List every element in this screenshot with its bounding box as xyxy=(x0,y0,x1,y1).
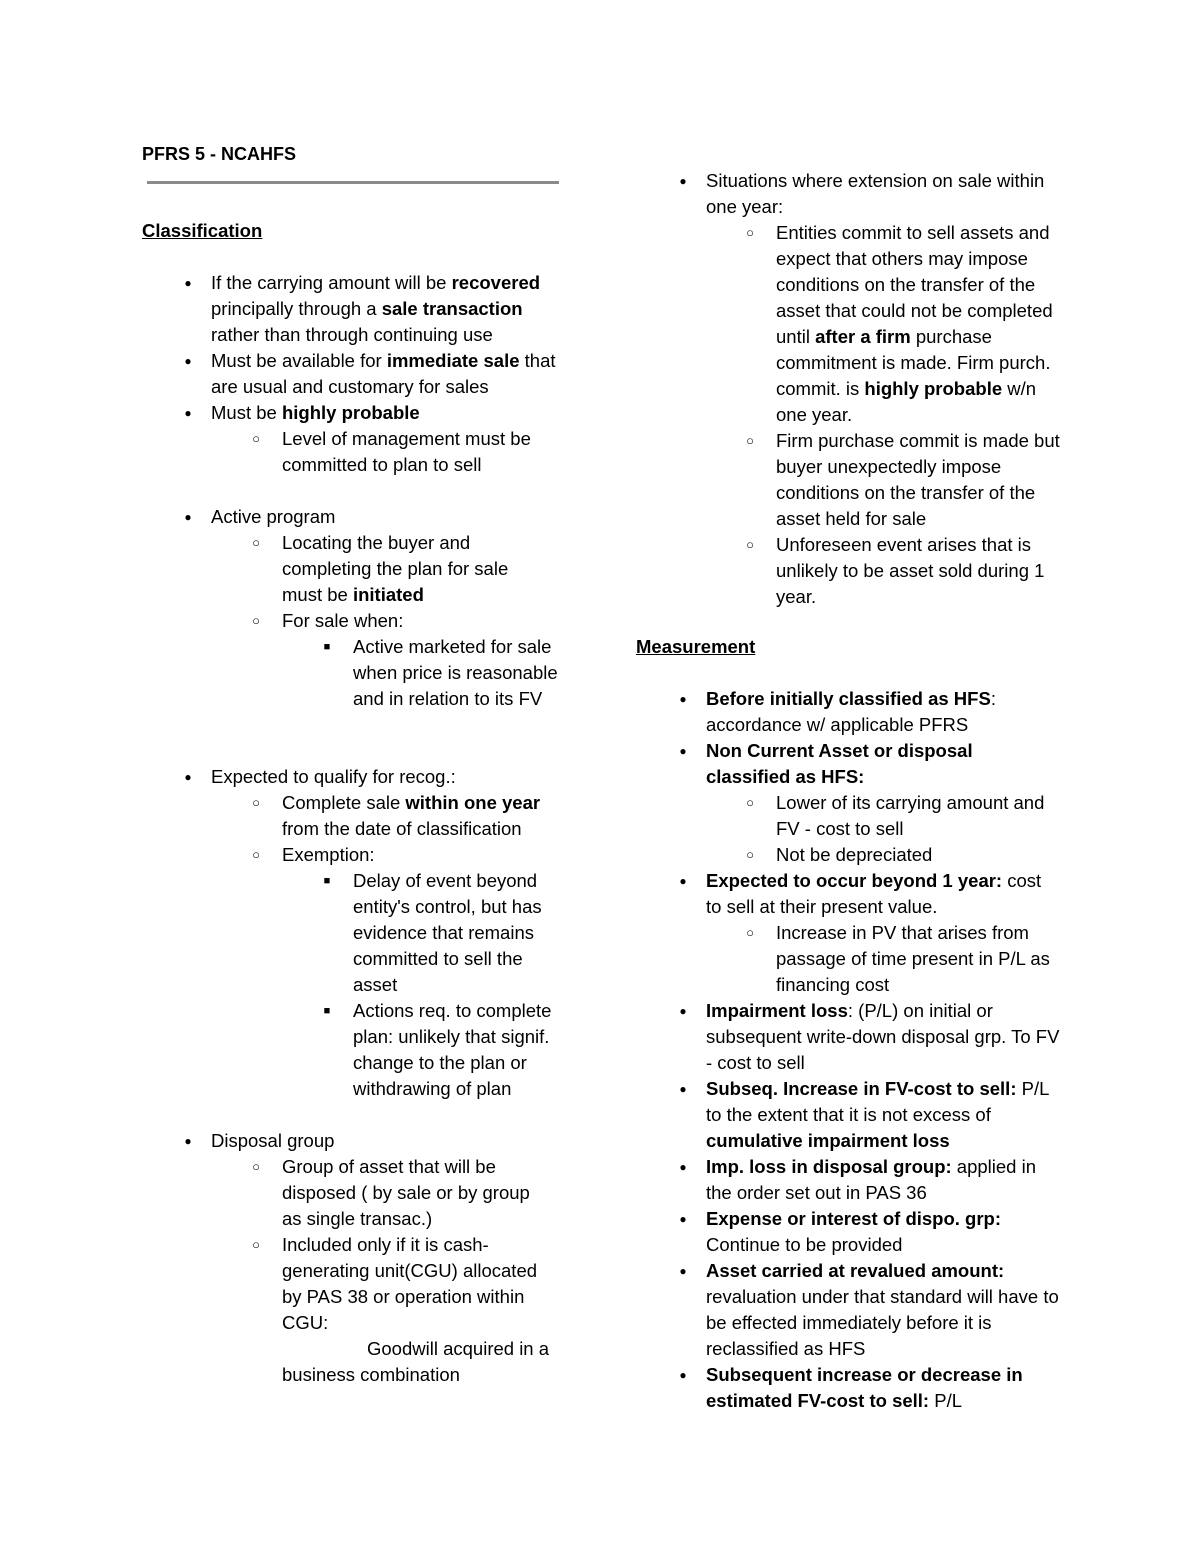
list-item: ○ Firm purchase commit is made but buyer unexpectedly impose conditions on the transfer of the asset held for sale xyxy=(776,428,1061,532)
circle-bullet-icon: ○ xyxy=(252,795,260,810)
list-item: ● Must be available for immediate sale that are usual and customary for sales xyxy=(211,348,571,400)
list-item: ● Subsequent increase or decrease in estimated FV-cost to sell: P/L xyxy=(706,1362,1066,1414)
list-item: ● Subseq. Increase in FV-cost to sell: P/L to the extent that it is not excess of cumulative impairment loss xyxy=(706,1076,1061,1154)
circle-bullet-icon: ○ xyxy=(252,535,260,550)
list-item: ○ Locating the buyer and completing the plan for sale must be initiated xyxy=(282,530,537,608)
bullet-icon: ● xyxy=(184,770,192,784)
bullet-icon: ● xyxy=(679,1004,687,1018)
bullet-icon: ● xyxy=(679,1160,687,1174)
list-item: ○ Level of management must be committed to plan to sell xyxy=(282,426,567,478)
circle-bullet-icon: ○ xyxy=(746,225,754,240)
list-item: ● Active program xyxy=(211,504,571,530)
circle-bullet-icon: ○ xyxy=(746,537,754,552)
document-title: PFRS 5 - NCAHFS xyxy=(142,144,297,164)
list-item: ○ Complete sale within one year from the date of classification xyxy=(282,790,567,842)
list-item: ○ For sale when: xyxy=(282,608,567,634)
square-bullet-icon: ■ xyxy=(323,1005,331,1017)
classification-heading: Classification xyxy=(142,220,263,241)
square-bullet-icon: ■ xyxy=(323,875,331,887)
list-item: ■ Delay of event beyond entity's control, but has evidence that remains committed to sell the asset xyxy=(353,868,563,998)
circle-bullet-icon: ○ xyxy=(252,613,260,628)
bullet-icon: ● xyxy=(679,1368,687,1382)
list-item: ○ Unforeseen event arises that is unlikely to be asset sold during 1 year. xyxy=(776,532,1061,610)
bullet-icon: ● xyxy=(184,1134,192,1148)
bullet-icon: ● xyxy=(184,354,192,368)
list-item-continuation: Goodwill acquired in a xyxy=(367,1338,550,1359)
list-item: ○ Included only if it is cash-generating unit(CGU) allocated by PAS 38 or operation within CGU: xyxy=(282,1232,552,1336)
list-item: ○ Not be depreciated xyxy=(776,842,1061,868)
list-item: ● Before initially classified as HFS: accordance w/ applicable PFRS xyxy=(706,686,1046,738)
list-item: ○ Lower of its carrying amount and FV - cost to sell xyxy=(776,790,1061,842)
list-item: ● Expected to qualify for recog.: xyxy=(211,764,571,790)
list-item: ● Expense or interest of dispo. grp: Continue to be provided xyxy=(706,1206,1066,1258)
list-item: ● Imp. loss in disposal group: applied in the order set out in PAS 36 xyxy=(706,1154,1066,1206)
list-item: ● Expected to occur beyond 1 year: cost to sell at their present value. xyxy=(706,868,1046,920)
bullet-icon: ● xyxy=(679,1212,687,1226)
list-item: ■ Active marketed for sale when price is reasonable and in relation to its FV xyxy=(353,634,573,712)
circle-bullet-icon: ○ xyxy=(252,847,260,862)
circle-bullet-icon: ○ xyxy=(746,795,754,810)
bullet-icon: ● xyxy=(679,744,687,758)
list-item: ● Asset carried at revalued amount: revaluation under that standard will have to be effected immediately before it is reclassified as HFS xyxy=(706,1258,1068,1362)
bullet-icon: ● xyxy=(184,276,192,290)
bullet-icon: ● xyxy=(184,406,192,420)
list-item: ○ Increase in PV that arises from passage of time present in P/L as financing cost xyxy=(776,920,1061,998)
list-item: ○ Exemption: xyxy=(282,842,567,868)
bullet-icon: ● xyxy=(184,510,192,524)
measurement-heading: Measurement xyxy=(636,636,756,657)
list-item: ● Impairment loss: (P/L) on initial or subsequent write-down disposal grp. To FV - cost to sell xyxy=(706,998,1061,1076)
circle-bullet-icon: ○ xyxy=(746,847,754,862)
circle-bullet-icon: ○ xyxy=(746,925,754,940)
circle-bullet-icon: ○ xyxy=(252,1159,260,1174)
list-item: ○ Group of asset that will be disposed ( by sale or by group as single transac.) xyxy=(282,1154,552,1232)
bullet-icon: ● xyxy=(679,692,687,706)
title-divider xyxy=(147,181,559,184)
list-item: ● If the carrying amount will be recovered principally through a sale transaction rather than through continuing use xyxy=(211,270,571,348)
list-item-continuation: business combination xyxy=(282,1364,460,1385)
list-item: ● Non Current Asset or disposal classified as HFS: xyxy=(706,738,1046,790)
circle-bullet-icon: ○ xyxy=(252,431,260,446)
list-item: ○ Entities commit to sell assets and expect that others may impose conditions on the transfer of the asset that could not be completed until after a firm purchase commitment is made. Firm purch. commit. is highly probable w/n one year. xyxy=(776,220,1061,428)
circle-bullet-icon: ○ xyxy=(746,433,754,448)
bullet-icon: ● xyxy=(679,174,687,188)
bullet-icon: ● xyxy=(679,1082,687,1096)
list-item: ● Disposal group xyxy=(211,1128,571,1154)
list-item: ● Situations where extension on sale within one year: xyxy=(706,168,1046,220)
list-item: ■ Actions req. to complete plan: unlikely that signif. change to the plan or withdrawing of plan xyxy=(353,998,573,1102)
bullet-icon: ● xyxy=(679,874,687,888)
bullet-icon: ● xyxy=(679,1264,687,1278)
square-bullet-icon: ■ xyxy=(323,641,331,653)
list-item: ● Must be highly probable xyxy=(211,400,571,426)
circle-bullet-icon: ○ xyxy=(252,1237,260,1252)
